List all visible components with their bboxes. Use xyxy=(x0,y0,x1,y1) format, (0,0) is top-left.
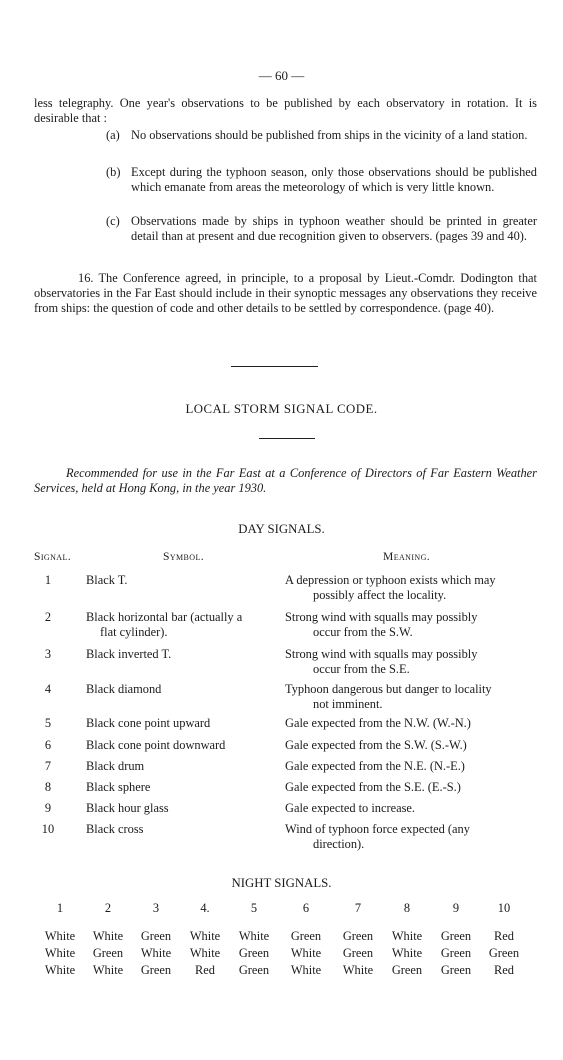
signal-meaning-text: Gale expected from the S.W. (S.-W.) xyxy=(285,738,467,752)
signal-meaning-text: Strong wind with squalls may possibly xyxy=(285,610,478,624)
list-item-text: No observations should be published from ships in the vicinity of a land station. xyxy=(131,128,528,142)
list-item-c xyxy=(106,214,537,244)
signal-symbol xyxy=(86,716,278,731)
signal-number: 6 xyxy=(44,738,52,752)
signal-meaning-continuation: occur from the S.W. xyxy=(313,625,413,639)
signal-meaning-text: Gale expected from the N.W. (W.-N.) xyxy=(285,716,471,730)
signal-number: 9 xyxy=(44,801,52,815)
night-signal-light: White xyxy=(44,963,76,977)
signal-meaning-continuation: possibly affect the locality. xyxy=(313,588,447,602)
signal-meaning xyxy=(285,716,537,731)
night-signal-light: Red xyxy=(195,963,215,977)
signal-number: 2 xyxy=(44,610,52,624)
signal-symbol xyxy=(86,610,278,640)
night-signal-light: Green xyxy=(140,963,172,977)
night-signal-light: White xyxy=(290,963,322,977)
signal-meaning-text: Gale expected from the N.E. (N.-E.) xyxy=(285,759,465,773)
night-signal-light: Green xyxy=(440,963,472,977)
signal-symbol xyxy=(86,647,278,662)
signal-symbol-text: Black cross xyxy=(86,822,144,836)
section-title: LOCAL STORM SIGNAL CODE. xyxy=(185,402,378,416)
signal-meaning-continuation: not imminent. xyxy=(313,697,383,711)
signal-symbol-text: Black horizontal bar (actually a xyxy=(86,610,243,624)
signal-symbol xyxy=(86,573,278,588)
night-signal-light: Green xyxy=(238,963,270,977)
list-item-label: (b) xyxy=(106,165,121,179)
column-header-signal: Signal. xyxy=(34,550,72,563)
signal-symbol-text: Black cone point upward xyxy=(86,716,211,730)
signal-symbol xyxy=(86,759,278,774)
night-signal-light: Green xyxy=(391,963,423,977)
signal-meaning xyxy=(285,610,537,640)
signal-meaning xyxy=(285,780,537,795)
night-signal-light: Green xyxy=(238,946,270,960)
night-signal-number: 2 xyxy=(104,901,112,915)
signal-meaning-text: Wind of typhoon force expected (any xyxy=(285,822,470,836)
signal-symbol-text: Black cone point downward xyxy=(86,738,226,752)
list-item-label: (c) xyxy=(106,214,120,228)
signal-symbol-text: Black diamond xyxy=(86,682,162,696)
title-underline xyxy=(259,438,315,439)
signal-symbol-continuation: flat cylinder). xyxy=(100,625,168,639)
night-signal-number: 9 xyxy=(452,901,460,915)
night-signal-light: White xyxy=(391,929,423,943)
signal-number: 8 xyxy=(44,780,52,794)
night-signal-light: White xyxy=(189,929,221,943)
night-signal-light: Green xyxy=(342,946,374,960)
signal-symbol-text: Black hour glass xyxy=(86,801,169,815)
signal-meaning xyxy=(285,647,537,677)
signal-number: 3 xyxy=(44,647,52,661)
signal-symbol-text: Black inverted T. xyxy=(86,647,172,661)
signal-meaning-text: Gale expected to increase. xyxy=(285,801,416,815)
night-signal-light: Red xyxy=(494,929,514,943)
night-signal-number: 7 xyxy=(354,901,362,915)
night-signal-number: 8 xyxy=(403,901,411,915)
intro-paragraph: less telegraphy. One year's observations to be published by each observatory in rotation. It is desirable that : xyxy=(34,96,537,125)
night-signal-light: White xyxy=(290,946,322,960)
night-signal-light: White xyxy=(44,929,76,943)
signal-symbol xyxy=(86,738,278,753)
night-signal-light: White xyxy=(140,946,172,960)
night-signal-number: 3 xyxy=(152,901,160,915)
list-item-label: (a) xyxy=(106,128,120,142)
column-header-symbol: Symbol. xyxy=(163,550,205,563)
signal-number: 4 xyxy=(44,682,52,696)
list-item-a xyxy=(106,128,537,143)
signal-meaning-text: A depression or typhoon exists which may xyxy=(285,573,496,587)
signal-meaning-text: Typhoon dangerous but danger to locality xyxy=(285,682,492,696)
night-signal-light: Green xyxy=(440,946,472,960)
night-signal-light: White xyxy=(238,929,270,943)
page-number: — 60 — xyxy=(258,68,305,83)
night-signal-light: White xyxy=(391,946,423,960)
signal-symbol xyxy=(86,780,278,795)
signal-meaning-text: Gale expected from the S.E. (E.-S.) xyxy=(285,780,461,794)
night-signal-light: White xyxy=(92,929,124,943)
night-signal-light: Green xyxy=(488,946,520,960)
signal-symbol xyxy=(86,801,278,816)
night-signal-light: White xyxy=(342,963,374,977)
night-signal-number: 5 xyxy=(250,901,258,915)
signal-meaning xyxy=(285,759,537,774)
signal-number: 1 xyxy=(44,573,52,587)
signal-number: 7 xyxy=(44,759,52,773)
night-signal-light: White xyxy=(92,963,124,977)
night-signal-light: Green xyxy=(440,929,472,943)
day-signals-heading: DAY SIGNALS. xyxy=(238,522,325,536)
night-signal-number: 4. xyxy=(200,901,210,915)
signal-symbol xyxy=(86,822,278,837)
signal-meaning-continuation: direction). xyxy=(313,837,365,851)
list-item-text: Observations made by ships in typhoon weather should be printed in greater detail than at present and due recognition given to observers. (pages 39 and 40). xyxy=(131,214,537,243)
signal-meaning xyxy=(285,738,537,753)
night-signals-heading: NIGHT SIGNALS. xyxy=(231,876,332,890)
night-signal-light: White xyxy=(44,946,76,960)
night-signal-light: Green xyxy=(92,946,124,960)
signal-symbol-text: Black sphere xyxy=(86,780,151,794)
night-signal-light: Red xyxy=(494,963,514,977)
signal-meaning xyxy=(285,573,537,603)
night-signal-light: Green xyxy=(290,929,322,943)
night-signal-light: Green xyxy=(140,929,172,943)
signal-meaning xyxy=(285,801,537,816)
night-signal-light: Green xyxy=(342,929,374,943)
signal-meaning-continuation: occur from the S.E. xyxy=(313,662,410,676)
night-signal-number: 10 xyxy=(497,901,511,915)
night-signal-number: 1 xyxy=(56,901,64,915)
section-divider xyxy=(231,366,318,367)
night-signal-light: White xyxy=(189,946,221,960)
signal-number: 10 xyxy=(41,822,55,836)
signal-number: 5 xyxy=(44,716,52,730)
signal-meaning xyxy=(285,822,537,852)
night-signal-number: 6 xyxy=(302,901,310,915)
signal-meaning xyxy=(285,682,537,712)
signal-symbol-text: Black T. xyxy=(86,573,128,587)
column-header-meaning: Meaning. xyxy=(383,550,431,563)
signal-symbol xyxy=(86,682,278,697)
list-item-text: Except during the typhoon season, only those observations should be published which emanate from areas the meteorology of which is very little known. xyxy=(131,165,537,194)
signal-symbol-text: Black drum xyxy=(86,759,145,773)
recommendation-text: Recommended for use in the Far East at a Conference of Directors of Far Eastern Weather Services, held at Hong Kong, in the year 1930. xyxy=(34,466,537,495)
signal-meaning-text: Strong wind with squalls may possibly xyxy=(285,647,478,661)
list-item-b xyxy=(106,165,537,195)
paragraph-16: 16. The Conference agreed, in principle, to a proposal by Lieut.-Comdr. Dodington that observatories in the Far East should include in their synoptic messages any observations they receive from ships: the question of code and other details to be settled by correspondence. (page 40). xyxy=(34,271,537,315)
